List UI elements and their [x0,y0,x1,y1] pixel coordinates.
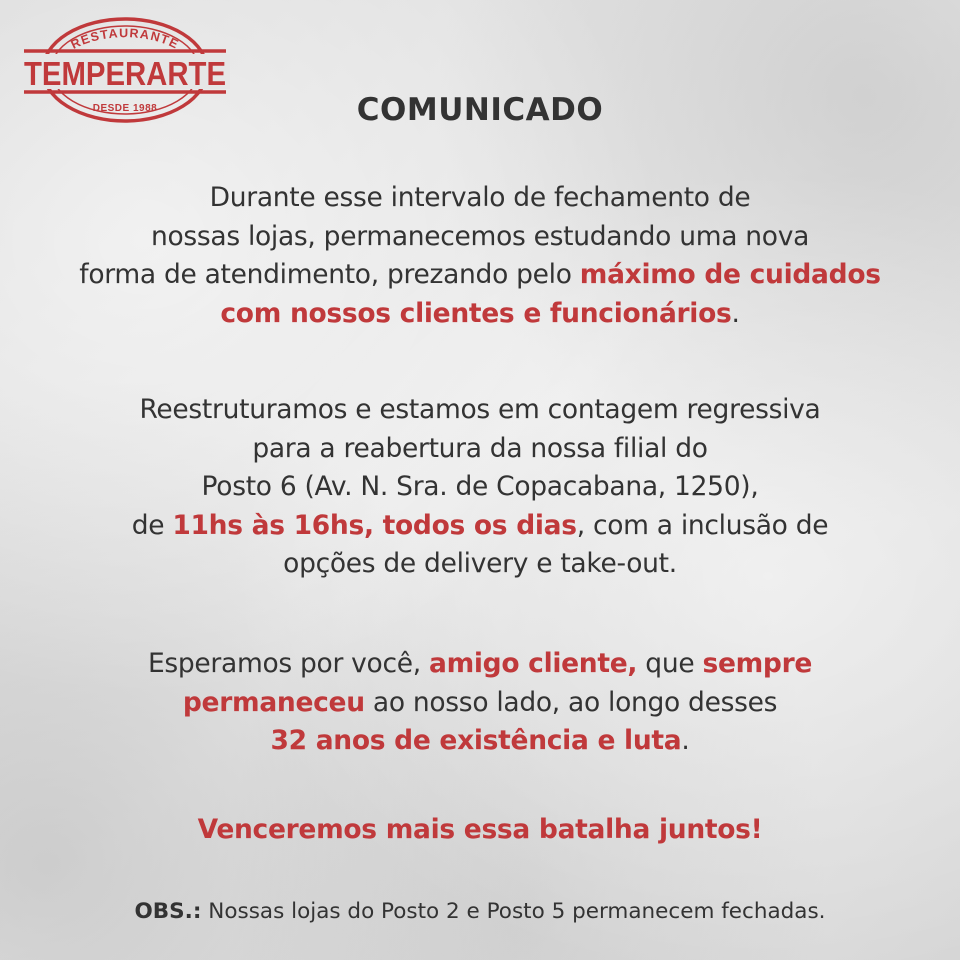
paragraph-line [0,507,960,546]
paragraph-line [0,684,960,723]
paragraph-closure-notice [0,179,960,333]
text-segment: para a reabertura da nossa filial do [252,432,708,464]
paragraph-reopening [0,391,960,584]
opening-hours-highlight: 11hs às 16hs, todos os dias [172,509,577,541]
paragraph-line [0,179,960,218]
address-text: Posto 6 (Av. N. Sra. de Copacabana, 1250), [201,471,759,502]
highlight-text: amigo cliente, [428,648,638,679]
text-segment: Esperamos por você, [147,648,429,679]
text-segment: opções de delivery e take-out. [283,548,677,579]
paragraph-line [0,468,960,507]
paragraph-line [0,295,960,334]
highlight-text: sempre [702,648,813,679]
text-segment: , com a inclusão de [576,509,829,541]
text-segment: Durante esse intervalo de fechamento de [209,182,751,213]
logo-top-text: RESTAURANTE [68,26,182,52]
page-title: COMUNICADO [356,92,604,128]
highlight-text: 32 anos de existência e luta [270,725,682,756]
text-segment: . [681,725,690,756]
closing-statement [0,811,960,850]
highlight-text: permaneceu [182,686,365,718]
closing-text: Venceremos mais essa batalha juntos! [197,814,763,845]
text-segment: nossas lojas, permanecemos estudando uma nova [150,220,810,252]
highlight-text: com nossos clientes e funcionários [220,297,732,329]
paragraph-customer-thanks [0,645,960,761]
paragraph-line [0,645,960,684]
paragraph-line [0,391,960,430]
paragraph-line [0,722,960,761]
obs-text: Nossas lojas do Posto 2 e Posto 5 permanecem fechadas. [201,899,826,924]
text-segment: . [731,297,740,329]
paragraph-line [0,545,960,584]
text-segment: que [637,648,703,679]
text-segment: de [131,509,173,541]
observation-note [0,899,960,924]
paragraph-line [0,430,960,469]
text-segment: forma de atendimento, prezando pelo [79,259,580,290]
logo-name: TEMPERARTE [24,55,226,92]
obs-label: OBS.: [134,899,202,924]
paragraph-line [0,256,960,295]
paragraph-line [0,218,960,257]
highlight-text: máximo de cuidados [579,259,881,290]
text-segment: ao nosso lado, ao longo desses [364,686,778,718]
logo-bottom-text: DESDE 1988 [92,103,158,114]
text-segment: Reestruturamos e estamos em contagem regressiva [139,394,821,425]
